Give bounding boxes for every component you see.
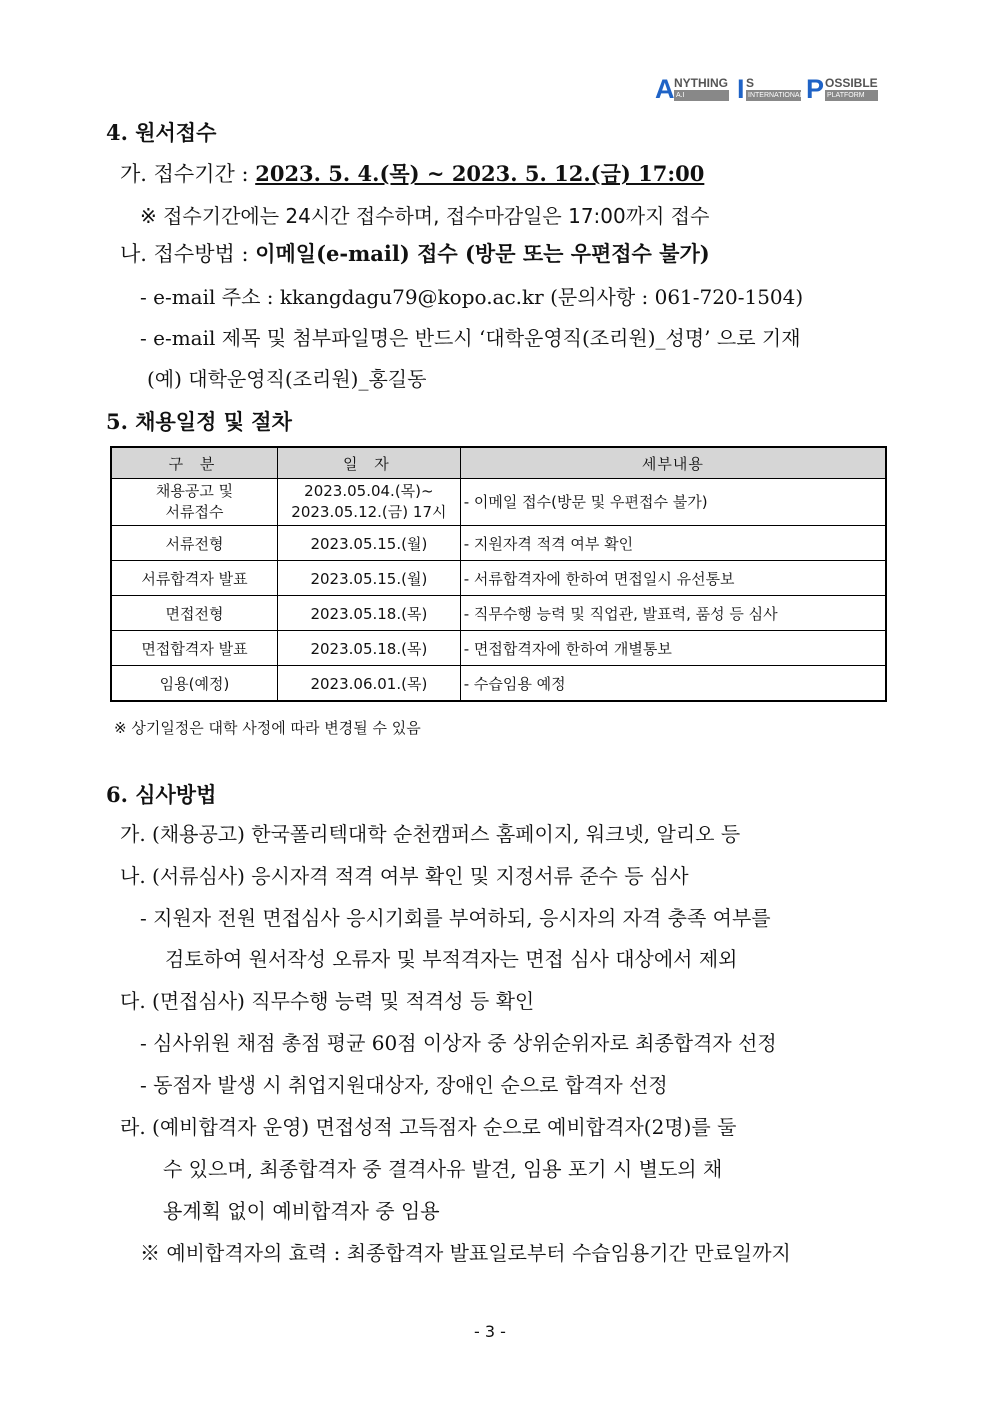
review-ra-note: ※ 예비합격자의 효력 : 최종합격자 발표일로부터 수습임용기간 만료일까지 xyxy=(140,1241,791,1265)
header-logo xyxy=(655,76,880,102)
header-date: 일 자 xyxy=(278,447,461,479)
table-header-row xyxy=(111,447,886,479)
email-address-line: - e-mail 주소 : kkangdagu79@kopo.ac.kr (문의사항 : 061-720-1504) xyxy=(140,285,804,309)
review-ra-line1: 라. (예비합격자 운영) 면접성적 고득점자 순으로 예비합격자(2명)를 둘 xyxy=(120,1115,737,1139)
application-method-value: 이메일(e-mail) 접수 (방문 또는 우편접수 불가) xyxy=(255,241,710,266)
row-date: 2023.05.18.(목) xyxy=(278,596,461,631)
table-row xyxy=(111,631,886,666)
row-details: - 서류합격자에 한하여 면접일시 유선통보 xyxy=(460,561,886,596)
row-category: 임용(예정) xyxy=(111,666,278,702)
application-period-note: ※ 접수기간에는 24시간 접수하며, 접수마감일은 17:00까지 접수 xyxy=(140,204,710,228)
page-number: - 3 - xyxy=(474,1322,506,1341)
row-date-line2: 2023.05.12.(금) 17시 xyxy=(291,503,447,521)
table-row xyxy=(111,526,886,561)
header-details: 세부내용 xyxy=(460,447,886,479)
row-details: - 직무수행 능력 및 직업관, 발표력, 품성 등 심사 xyxy=(460,596,886,631)
logo-sub-platform: PLATFORM xyxy=(825,90,878,101)
review-ra-line2: 수 있으며, 최종합격자 중 결격사유 발견, 임용 포기 시 별도의 채 xyxy=(163,1157,723,1181)
application-period-value: 2023. 5. 4.(목) ~ 2023. 5. 12.(금) 17:00 xyxy=(255,161,705,186)
row-date: 2023.05.15.(월) xyxy=(278,526,461,561)
schedule-table xyxy=(110,446,887,702)
row-category-line2: 서류접수 xyxy=(165,503,224,521)
row-category: 서류합격자 발표 xyxy=(111,561,278,596)
logo-sub-international: INTERNATIONAL xyxy=(748,92,804,99)
application-method xyxy=(120,238,710,268)
row-category xyxy=(111,479,278,526)
review-da: 다. (면접심사) 직무수행 능력 및 적격성 등 확인 xyxy=(120,989,535,1013)
logo-word-s: S xyxy=(746,76,755,90)
review-na-line2: 검토하여 원서작성 오류자 및 부적격자는 면접 심사 대상에서 제외 xyxy=(165,947,738,971)
row-details: - 면접합격자에 한하여 개별통보 xyxy=(460,631,886,666)
email-example-line: (예) 대학운영직(조리원)_홍길동 xyxy=(147,367,427,391)
review-na: 나. (서류심사) 응시자격 적격 여부 확인 및 지정서류 준수 등 심사 xyxy=(120,864,689,888)
application-period xyxy=(120,158,704,188)
table-row xyxy=(111,666,886,702)
row-date: 2023.06.01.(목) xyxy=(278,666,461,702)
logo-word-ossible: OSSIBLE xyxy=(825,76,878,90)
row-date: 2023.05.18.(목) xyxy=(278,631,461,666)
logo-letter-i: I xyxy=(737,74,745,104)
review-da-line1: - 심사위원 채점 총점 평균 60점 이상자 중 상위순위자로 최종합격자 선정 xyxy=(140,1031,777,1055)
row-details: - 이메일 접수(방문 및 우편접수 불가) xyxy=(460,479,886,526)
section-4-title: 4. 원서접수 xyxy=(106,120,217,145)
logo-sub-ai: A.I xyxy=(674,90,729,101)
logo-letter-a: A xyxy=(655,74,675,104)
review-ra-line3: 용계획 없이 예비합격자 중 임용 xyxy=(163,1199,440,1223)
table-row xyxy=(111,561,886,596)
row-category: 면접합격자 발표 xyxy=(111,631,278,666)
application-method-label: 나. 접수방법 : xyxy=(120,242,256,266)
row-date: 2023.05.15.(월) xyxy=(278,561,461,596)
logo-word-nything: NYTHING xyxy=(674,76,728,90)
schedule-note: ※ 상기일정은 대학 사정에 따라 변경될 수 있음 xyxy=(114,719,421,737)
section-5-title: 5. 채용일정 및 절차 xyxy=(106,409,292,434)
review-ga: 가. (채용공고) 한국폴리텍대학 순천캠퍼스 홈페이지, 워크넷, 알리오 등 xyxy=(120,822,741,846)
application-period-label: 가. 접수기간 : xyxy=(120,162,256,186)
table-row xyxy=(111,596,886,631)
row-date-line1: 2023.05.04.(목)~ xyxy=(304,482,434,500)
header-category: 구 분 xyxy=(111,447,278,479)
row-details: - 수습임용 예정 xyxy=(460,666,886,702)
review-na-line1: - 지원자 전원 면접심사 응시기회를 부여하되, 응시자의 자격 충족 여부를 xyxy=(140,906,771,930)
logo-letter-p: P xyxy=(806,74,825,104)
section-6-title: 6. 심사방법 xyxy=(106,782,217,807)
row-category-line1: 채용공고 및 xyxy=(155,482,234,500)
table-row xyxy=(111,479,886,526)
email-subject-line: - e-mail 제목 및 첨부파일명은 반드시 ‘대학운영직(조리원)_성명’ 으로 기재 xyxy=(140,326,801,350)
row-category: 서류전형 xyxy=(111,526,278,561)
row-details: - 지원자격 적격 여부 확인 xyxy=(460,526,886,561)
review-da-line2: - 동점자 발생 시 취업지원대상자, 장애인 순으로 합격자 선정 xyxy=(140,1073,668,1097)
row-date xyxy=(278,479,461,526)
row-category: 면접전형 xyxy=(111,596,278,631)
